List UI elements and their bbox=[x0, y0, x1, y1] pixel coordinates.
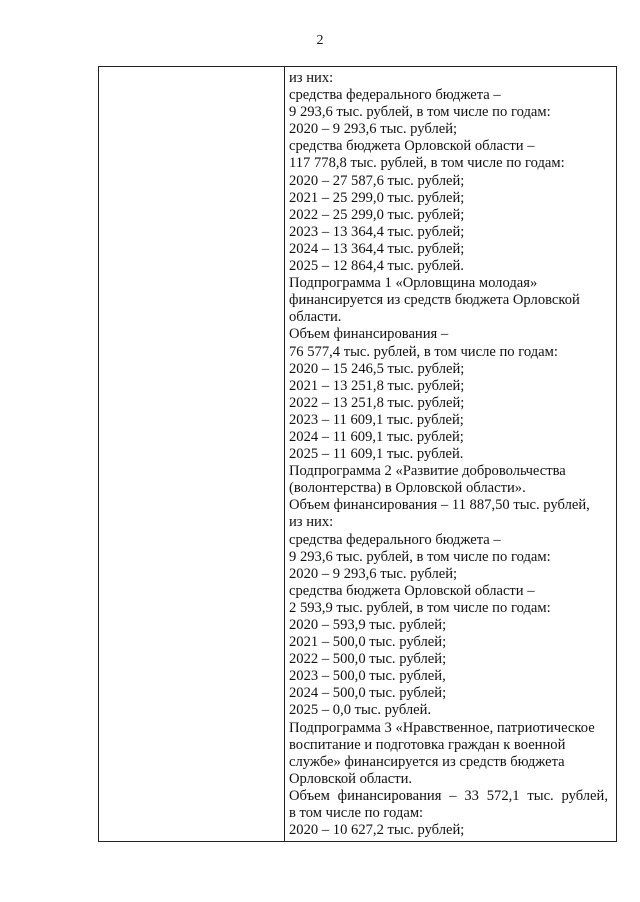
budget-table bbox=[98, 66, 617, 842]
text-line: из них: bbox=[289, 514, 334, 531]
text-line: 2022 – 25 299,0 тыс. рублей; bbox=[289, 206, 465, 223]
text-line: 9 293,6 тыс. рублей, в том числе по годам: bbox=[289, 104, 551, 121]
text-line: 2020 – 27 587,6 тыс. рублей; bbox=[289, 172, 465, 189]
text-line: 2021 – 500,0 тыс. рублей; bbox=[289, 634, 447, 651]
text-line: службе» финансируется из средств бюджета bbox=[289, 753, 565, 770]
text-line: 2024 – 500,0 тыс. рублей; bbox=[289, 685, 447, 702]
page-number: 2 bbox=[316, 33, 324, 48]
text-line: Объем финансирования – 11 887,50 тыс. рублей, bbox=[289, 497, 590, 514]
text-line: 76 577,4 тыс. рублей, в том числе по годам: bbox=[289, 343, 558, 360]
text-line: 2020 – 9 293,6 тыс. рублей; bbox=[289, 121, 458, 138]
text-line: 2024 – 13 364,4 тыс. рублей; bbox=[289, 240, 465, 257]
text-line: 2023 – 13 364,4 тыс. рублей; bbox=[289, 223, 465, 240]
text-line: 2021 – 13 251,8 тыс. рублей; bbox=[289, 377, 465, 394]
text-line: 2024 – 11 609,1 тыс. рублей; bbox=[289, 428, 464, 445]
text-line: воспитание и подготовка граждан к военной bbox=[289, 736, 566, 753]
text-line: области. bbox=[289, 309, 342, 326]
text-line: средства бюджета Орловской области – bbox=[289, 582, 535, 599]
table-left-cell bbox=[99, 67, 285, 841]
text-line: 2025 – 11 609,1 тыс. рублей. bbox=[289, 446, 464, 463]
text-line: 2020 – 9 293,6 тыс. рублей; bbox=[289, 565, 458, 582]
text-line: средства федерального бюджета – bbox=[289, 87, 501, 104]
text-line: 2020 – 593,9 тыс. рублей; bbox=[289, 617, 447, 633]
text-line: 2020 – 10 627,2 тыс. рублей; bbox=[289, 822, 465, 839]
text-line: Объем финансирования – bbox=[289, 326, 449, 343]
table-right-cell bbox=[285, 67, 616, 841]
text-line: Объем финансирования – 33 572,1 тыс. рублей, bbox=[289, 787, 608, 804]
text-line: Подпрограмма 1 «Орловщина молодая» bbox=[289, 275, 538, 292]
text-line: 2022 – 13 251,8 тыс. рублей; bbox=[289, 394, 465, 411]
text-line: средства бюджета Орловской области – bbox=[289, 138, 535, 155]
text-line: Орловской области. bbox=[289, 770, 413, 787]
text-line: 2022 – 500,0 тыс. рублей; bbox=[289, 651, 447, 668]
text-line: 2025 – 12 864,4 тыс. рублей. bbox=[289, 258, 464, 275]
text-line: (волонтерства) в Орловской области». bbox=[289, 480, 526, 497]
text-line: 117 778,8 тыс. рублей, в том числе по годам: bbox=[289, 155, 565, 172]
text-line: Подпрограмма 2 «Развитие добровольчества bbox=[289, 463, 566, 480]
text-line: 2023 – 11 609,1 тыс. рублей; bbox=[289, 411, 464, 428]
text-line: Подпрограмма 3 «Нравственное, патриотическое bbox=[289, 719, 595, 736]
text-line: 9 293,6 тыс. рублей, в том числе по годам: bbox=[289, 548, 551, 565]
text-line: 2025 – 0,0 тыс. рублей. bbox=[289, 702, 432, 719]
text-line: 2021 – 25 299,0 тыс. рублей; bbox=[289, 189, 465, 206]
text-line: 2020 – 15 246,5 тыс. рублей; bbox=[289, 360, 465, 377]
text-line: финансируется из средств бюджета Орловской bbox=[289, 292, 580, 309]
text-line: из них: bbox=[289, 70, 334, 86]
text-line: средства федерального бюджета – bbox=[289, 531, 501, 548]
text-line: в том числе по годам: bbox=[289, 805, 424, 822]
text-line: 2 593,9 тыс. рублей, в том числе по годам: bbox=[289, 599, 551, 616]
text-line: 2023 – 500,0 тыс. рублей, bbox=[289, 668, 446, 685]
